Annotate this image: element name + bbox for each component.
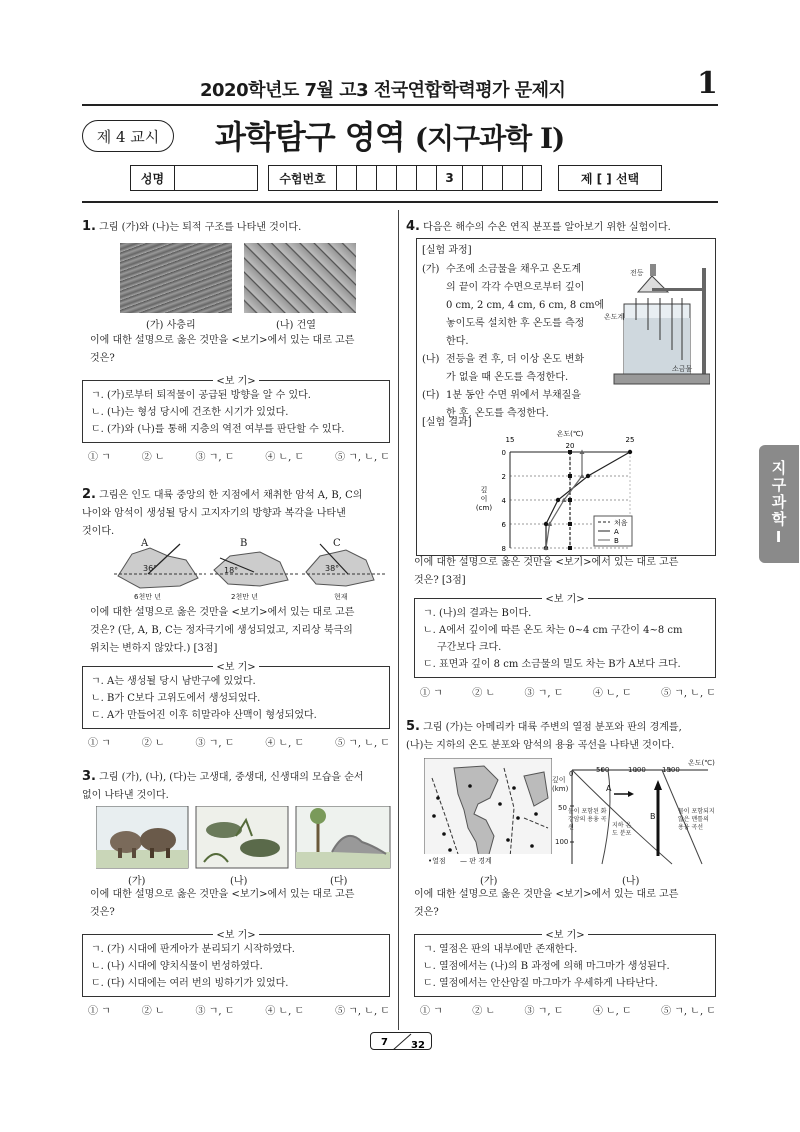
caption-a: (가) xyxy=(480,876,498,887)
y-tick-label: 6 xyxy=(501,521,506,529)
question-prompt xyxy=(90,604,395,658)
map-legend-hotspot: •열점 xyxy=(428,857,446,865)
graph-label-b: B xyxy=(650,812,656,821)
step-label: (나) xyxy=(422,354,440,365)
step-label xyxy=(422,297,446,315)
stem-line: 것이다. xyxy=(82,526,115,537)
bogi-item: ㄷ. 표면과 깊이 8 cm 소금물의 밀도 차는 B가 A보다 크다. xyxy=(423,659,681,670)
bogi-title: <보 기> xyxy=(542,594,587,605)
question-number: 1. xyxy=(82,219,96,234)
caption-a: (가) xyxy=(128,876,146,887)
prompt-line: 것은? (단, A, B, C는 정자극기에 생성되었고, 지리상 북극의 xyxy=(90,625,353,636)
prompt-line: 이에 대한 설명으로 옳은 것만을 <보기>에서 있는 대로 고른 xyxy=(414,557,679,568)
caption-c: (다) xyxy=(330,876,348,887)
legend-label: 처음 xyxy=(614,519,628,527)
caption-a: (가) 사층리 xyxy=(146,320,196,331)
bogi-item: ㄱ. (가)로부터 퇴적물이 공급된 방향을 알 수 있다. xyxy=(91,390,311,401)
step-label xyxy=(422,315,446,333)
exam-number-cell[interactable] xyxy=(337,166,357,190)
bogi-item: ㄷ. A가 만들어진 이후 히말라야 산맥이 형성되었다. xyxy=(91,710,317,721)
answer-choices xyxy=(420,1002,716,1017)
legend-label: B xyxy=(614,537,619,545)
exam-number-cell[interactable] xyxy=(357,166,377,190)
step-text: 놓이도록 설치한 후 온도를 측정 xyxy=(446,318,585,329)
graph-xtick: 0 xyxy=(569,770,574,778)
step-text: 0 cm, 2 cm, 4 cm, 6 cm, 8 cm에 xyxy=(446,300,605,311)
step-text: 1분 동안 수면 위에서 부채질을 xyxy=(446,390,581,401)
page-indicator xyxy=(370,1032,432,1050)
choice-1[interactable]: ① ㄱ xyxy=(420,688,443,699)
saltwater-label: 소금물 xyxy=(672,365,693,373)
y-tick-label: 2 xyxy=(501,473,506,481)
graph-xtick: 1000 xyxy=(628,766,646,774)
process-step xyxy=(422,333,612,351)
rock-label-b: B xyxy=(240,538,248,549)
bogi-box xyxy=(82,376,390,443)
exam-number-box xyxy=(268,165,542,191)
prompt-line: 것은? xyxy=(414,907,439,918)
bogi-title: <보 기> xyxy=(542,930,587,941)
y-tick-label: 0 xyxy=(501,449,506,457)
data-point xyxy=(568,522,572,526)
subject-main: 과학탐구 영역 xyxy=(215,118,405,156)
choice-1[interactable]: ① ㄱ xyxy=(88,452,111,463)
process-step xyxy=(422,315,612,333)
step-text: 의 끝이 각각 수면으로부터 깊이 xyxy=(446,282,585,293)
process-title: [실험 과정] xyxy=(422,245,472,256)
question-3 xyxy=(82,768,394,805)
prompt-line: 위치는 변하지 않았다.) [3점] xyxy=(90,643,218,654)
data-point xyxy=(568,450,572,454)
question-stem: 그림 (가)와 (나)는 퇴적 구조를 나타낸 것이다. xyxy=(99,222,302,233)
step-text: 한 후, 온도를 측정한다. xyxy=(446,408,549,419)
bogi-item: ㄷ. (가)와 (나)를 통해 지층의 역전 여부를 판단할 수 있다. xyxy=(91,424,345,435)
choice-2[interactable]: ② ㄴ xyxy=(472,1006,496,1017)
bogi-box xyxy=(414,594,716,678)
prompt-line: 이에 대한 설명으로 옳은 것만을 <보기>에서 있는 대로 고른 xyxy=(90,889,355,900)
caption-b: (나) xyxy=(622,876,640,887)
page-current: 7 xyxy=(381,1037,388,1048)
graph-xtick: 1500 xyxy=(662,766,680,774)
bogi-item: ㄴ. B가 C보다 고위도에서 생성되었다. xyxy=(91,693,261,704)
bogi-item: ㄴ. 열점에서는 (나)의 B 과정에 의해 마그마가 생성된다. xyxy=(423,961,670,972)
bogi-item: ㄱ. A는 생성될 당시 남반구에 있었다. xyxy=(91,676,256,687)
x-tick-label: 25 xyxy=(625,436,635,444)
process-step xyxy=(422,351,612,369)
choice-4[interactable]: ④ ㄴ, ㄷ xyxy=(265,1006,305,1017)
bogi-item: 구간보다 크다. xyxy=(437,642,502,653)
question-number: 2. xyxy=(82,487,96,502)
choice-1[interactable]: ① ㄱ xyxy=(88,1006,111,1017)
choice-5[interactable]: ⑤ ㄱ, ㄴ, ㄷ xyxy=(335,1006,390,1017)
cross-bedding-photo xyxy=(120,243,232,313)
y-axis-label: 깊 이 (cm) xyxy=(475,486,493,512)
period-badge: 제 4 교시 xyxy=(82,120,174,152)
exam-number-cell[interactable] xyxy=(463,166,483,190)
bogi-item: ㄴ. A에서 깊이에 따른 온도 차는 0~4 cm 구간이 4~8 cm xyxy=(423,625,683,636)
angle-b: 18° xyxy=(224,566,239,575)
bogi-item: ㄱ. (가) 시대에 판게아가 분리되기 시작하였다. xyxy=(91,944,295,955)
selection-box xyxy=(558,165,662,191)
data-point xyxy=(568,498,572,502)
angle-c: 38° xyxy=(325,564,340,573)
name-box xyxy=(130,165,258,191)
choice-4[interactable]: ④ ㄴ, ㄷ xyxy=(592,1006,632,1017)
choice-2[interactable]: ② ㄴ xyxy=(141,738,165,749)
caption-b: (나) xyxy=(230,876,248,887)
question-prompt xyxy=(414,554,719,590)
choice-1[interactable]: ① ㄱ xyxy=(420,1006,443,1017)
choice-2[interactable]: ② ㄴ xyxy=(472,688,496,699)
bogi-item: ㄴ. (나) 시대에 양치식물이 번성하였다. xyxy=(91,961,263,972)
process-step xyxy=(422,387,612,405)
step-text: 수조에 소금물을 채우고 온도계 xyxy=(446,264,582,275)
data-point xyxy=(568,546,572,550)
choice-3[interactable]: ③ ㄱ, ㄷ xyxy=(195,1006,235,1017)
era-a-illustration xyxy=(96,806,188,868)
temperature-depth-chart xyxy=(474,430,674,554)
rock-label-a: A xyxy=(141,538,149,549)
exam-number-cell[interactable] xyxy=(377,166,397,190)
bogi-item: ㄱ. (나)의 결과는 B이다. xyxy=(423,608,532,619)
stem-line: 그림은 인도 대륙 중앙의 한 지점에서 채취한 암석 A, B, C의 xyxy=(99,490,363,501)
prompt-line: 것은? xyxy=(90,907,115,918)
subject-sub: (지구과학 Ⅰ) xyxy=(414,122,565,155)
choice-3[interactable]: ③ ㄱ, ㄷ xyxy=(524,1006,564,1017)
header-bottom-rule xyxy=(82,201,718,203)
question-5 xyxy=(406,718,718,755)
bogi-box xyxy=(414,930,716,997)
prompt-line: 이에 대한 설명으로 옳은 것만을 <보기>에서 있는 대로 고른 xyxy=(90,335,355,346)
subject-title xyxy=(215,112,564,158)
choice-3[interactable]: ③ ㄱ, ㄷ xyxy=(524,688,564,699)
exam-title: 2020학년도 7월 고3 전국연합학력평가 문제지 xyxy=(200,80,566,101)
stem-line: 나이와 암석이 생성될 당시 고지자기의 방향과 복각을 나타낸 xyxy=(82,508,346,519)
choice-5[interactable]: ⑤ ㄱ, ㄴ, ㄷ xyxy=(661,1006,716,1017)
exam-number-label: 수험번호 xyxy=(269,166,337,190)
graph-label-a: A xyxy=(606,784,612,793)
graph-ylabel: 깊이 (km) xyxy=(552,776,569,793)
data-point xyxy=(586,474,590,478)
era-b-illustration xyxy=(196,806,288,868)
graph-ytick: 50 xyxy=(558,804,567,812)
step-label: (가) xyxy=(422,264,440,275)
bogi-box xyxy=(82,930,390,997)
choice-2[interactable]: ② ㄴ xyxy=(141,1006,165,1017)
answer-choices xyxy=(88,448,390,463)
era-illustrations xyxy=(96,806,392,870)
exam-number-cell[interactable] xyxy=(397,166,417,190)
angle-a: 36° xyxy=(143,564,158,573)
hotspot-map xyxy=(424,758,552,868)
step-text: 한다. xyxy=(446,336,469,347)
thermometer-label: 온도계 xyxy=(604,313,625,321)
answer-choices xyxy=(88,1002,390,1017)
result-title: [실험 결과] xyxy=(422,417,472,428)
experiment-apparatus xyxy=(606,258,710,392)
graph-ytick: 100 xyxy=(555,838,569,846)
question-1 xyxy=(82,218,392,237)
question-number: 5. xyxy=(406,719,420,734)
stem-line: (나)는 지하의 온도 분포와 암석의 용융 곡선을 나타낸 것이다. xyxy=(406,740,675,751)
question-4 xyxy=(406,218,718,237)
map-legend-boundary: — 판 경계 xyxy=(460,857,492,865)
selection-label: 제 [ ] 선택 xyxy=(580,171,640,186)
process-steps xyxy=(422,261,612,423)
step-label xyxy=(422,369,446,387)
bogi-title: <보 기> xyxy=(213,662,258,673)
exam-number-cell[interactable] xyxy=(417,166,437,190)
step-text: 전등을 켠 후, 더 이상 온도 변화 xyxy=(446,354,585,365)
data-point xyxy=(568,474,572,478)
choice-4[interactable]: ④ ㄴ, ㄷ xyxy=(592,688,632,699)
era-c-illustration xyxy=(296,806,390,868)
prompt-line: 이에 대한 설명으로 옳은 것만을 <보기>에서 있는 대로 고른 xyxy=(90,607,355,618)
bogi-item: ㄷ. (다) 시대에는 여러 번의 빙하기가 있었다. xyxy=(91,978,289,989)
step-label xyxy=(422,279,446,297)
stem-line: 없이 나타낸 것이다. xyxy=(82,790,169,801)
step-label: (다) xyxy=(422,390,440,401)
lamp-label: 전등 xyxy=(630,269,644,277)
question-number: 3. xyxy=(82,769,96,784)
curve-label-wet-granite: 물이 포함된 화강암의 용융 곡선 xyxy=(568,808,607,831)
prompt-line: 이에 대한 설명으로 옳은 것만을 <보기>에서 있는 대로 고른 xyxy=(414,889,679,900)
choice-3[interactable]: ③ ㄱ, ㄷ xyxy=(195,452,235,463)
exam-number-cell[interactable] xyxy=(503,166,523,190)
process-step xyxy=(422,279,612,297)
legend-label: A xyxy=(614,528,619,536)
choice-3[interactable]: ③ ㄱ, ㄷ xyxy=(195,738,235,749)
graph-xtick: 500 xyxy=(596,766,610,774)
prompt-line: 것은? [3점] xyxy=(414,575,466,586)
choice-4[interactable]: ④ ㄴ, ㄷ xyxy=(265,738,305,749)
name-label: 성명 xyxy=(131,166,175,190)
choice-5[interactable]: ⑤ ㄱ, ㄴ, ㄷ xyxy=(335,452,390,463)
bogi-item: ㄷ. 열점에서는 안산암질 마그마가 우세하게 나타난다. xyxy=(423,978,658,989)
rock-label-c: C xyxy=(333,538,341,549)
stem-line: 그림 (가), (나), (다)는 고생대, 중생대, 신생대의 모습을 순서 xyxy=(99,772,364,783)
process-step xyxy=(422,297,612,315)
curve-label-geotherm: 지하 온도 분포 xyxy=(612,822,632,837)
exam-number-cell[interactable] xyxy=(483,166,503,190)
age-a: 6천만 년 xyxy=(134,593,161,601)
bogi-title: <보 기> xyxy=(213,930,258,941)
choice-5[interactable]: ⑤ ㄱ, ㄴ, ㄷ xyxy=(661,688,716,699)
answer-choices xyxy=(88,734,390,749)
choice-1[interactable]: ① ㄱ xyxy=(88,738,111,749)
curve-label-dry-mantle: 물이 포함되지 않은 맨틀의 용융 곡선 xyxy=(678,808,715,831)
bogi-box xyxy=(82,662,390,729)
bogi-item: ㄱ. 열점은 판의 내부에만 존재한다. xyxy=(423,944,578,955)
column-divider xyxy=(398,210,399,1030)
question-stem: 다음은 해수의 수온 연직 분포를 알아보기 위한 실험이다. xyxy=(423,222,671,233)
y-tick-label: 8 xyxy=(501,545,506,553)
age-c: 현재 xyxy=(334,593,348,601)
exam-number-cell[interactable] xyxy=(523,166,541,190)
mud-crack-photo xyxy=(244,243,356,313)
age-b: 2천만 년 xyxy=(231,593,258,601)
page-number: 1 xyxy=(697,66,718,101)
rock-a xyxy=(114,544,206,588)
question-prompt xyxy=(90,886,395,922)
page-total: 32 xyxy=(411,1040,425,1050)
bogi-item: ㄴ. (나)는 형성 당시에 건조한 시기가 있었다. xyxy=(91,407,289,418)
x-tick-label: 15 xyxy=(505,436,515,444)
step-label xyxy=(422,333,446,351)
data-point xyxy=(556,498,560,502)
choice-5[interactable]: ⑤ ㄱ, ㄴ, ㄷ xyxy=(335,738,390,749)
graph-xlabel: 온도(℃) xyxy=(688,759,715,767)
x-axis-label: 온도(℃) xyxy=(556,430,584,438)
question-number: 4. xyxy=(406,219,420,234)
choice-4[interactable]: ④ ㄴ, ㄷ xyxy=(265,452,305,463)
step-text: 가 없을 때 온도를 측정한다. xyxy=(446,372,569,383)
data-point xyxy=(628,450,632,454)
x-tick-label: 20 xyxy=(565,442,575,450)
answer-choices xyxy=(420,684,716,699)
subject-side-tab: 지구과학Ⅰ xyxy=(759,445,799,563)
bogi-title: <보 기> xyxy=(213,376,258,387)
process-step xyxy=(422,261,612,279)
choice-2[interactable]: ② ㄴ xyxy=(141,452,165,463)
header-rule xyxy=(82,104,718,106)
y-tick-label: 4 xyxy=(501,497,506,505)
process-step xyxy=(422,369,612,387)
question-prompt xyxy=(414,886,719,922)
question-prompt xyxy=(90,332,395,368)
question-2 xyxy=(82,486,394,541)
name-field[interactable] xyxy=(175,166,257,190)
caption-b: (나) 건열 xyxy=(276,320,316,331)
prompt-line: 것은? xyxy=(90,353,115,364)
stem-line: 그림 (가)는 아메리카 대륙 주변의 열점 분포와 판의 경계를, xyxy=(423,722,682,733)
exam-number-fixed-digit: 3 xyxy=(437,166,463,190)
rock-c xyxy=(302,544,386,586)
